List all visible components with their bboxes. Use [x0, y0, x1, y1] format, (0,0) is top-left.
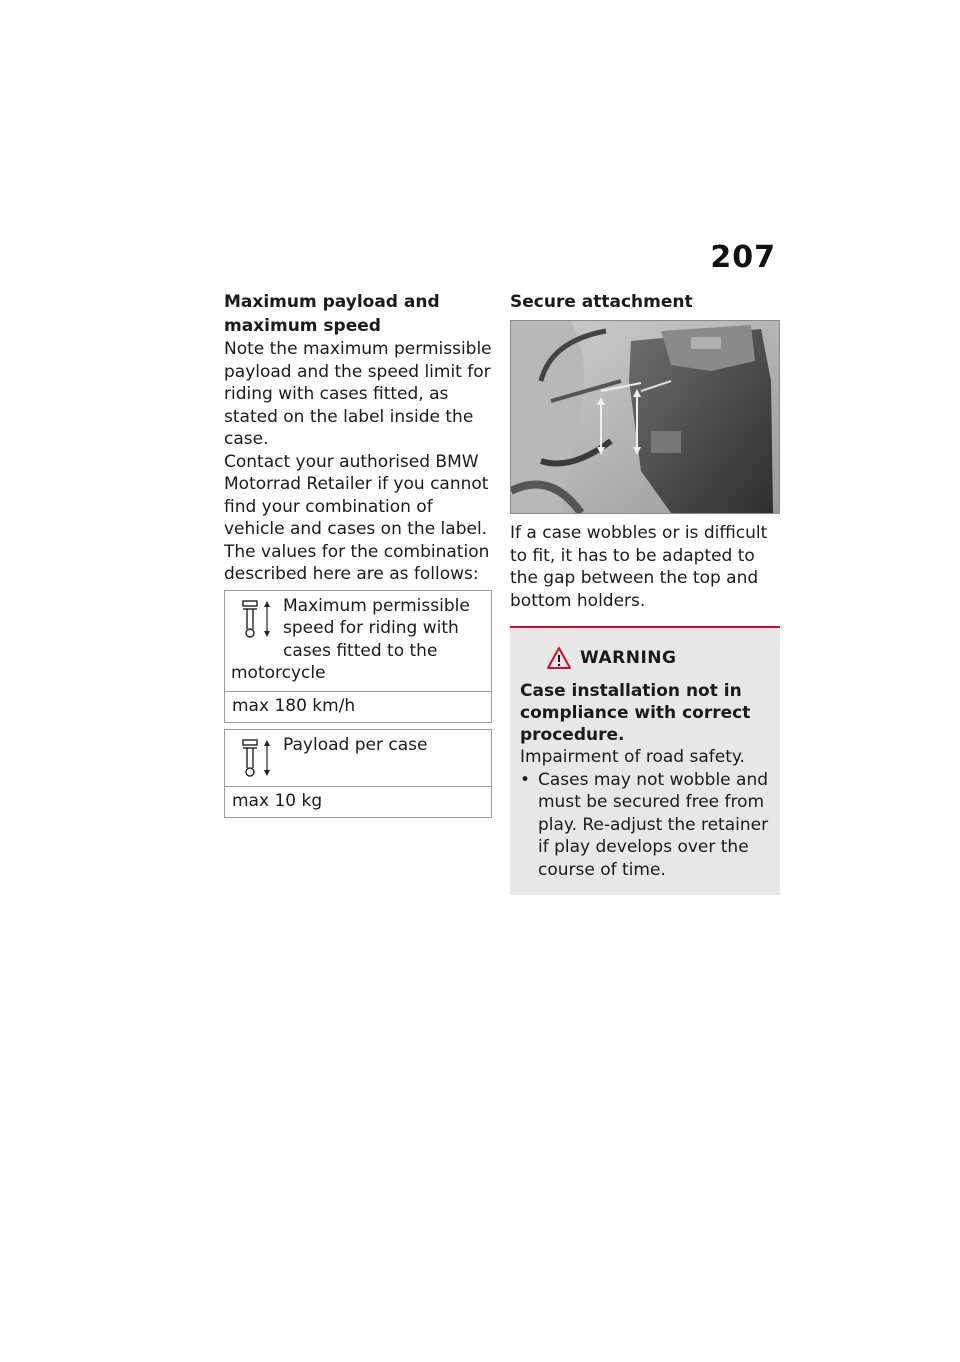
spec-label-row — [225, 730, 491, 787]
list-item: • Cases may not wobble and must be secured free from play. Re-adjust the retainer if play develops over the course of time. — [520, 769, 770, 882]
spec-label: Maximum permissible speed for riding with cases fitted to the motorcycle — [231, 595, 470, 683]
suspension-spring-icon — [239, 738, 275, 780]
paragraph: If a case wobbles or is difficult to fit, it has to be adapted to the gap between the top and bottom holders. — [510, 523, 768, 611]
spec-label-row — [225, 591, 491, 692]
spec-table-speed — [224, 590, 492, 723]
warning-heading: Case installation not in compliance with correct procedure. — [520, 681, 751, 745]
section-heading: Maximum payload and maximum speed — [224, 292, 440, 336]
warning-title-row — [546, 646, 770, 670]
warning-box — [510, 626, 780, 895]
page-number: 207 — [710, 240, 776, 275]
paragraph: Note the maximum permissible payload and the speed limit for riding with cases fitted, as stated on the label inside the case. — [224, 339, 492, 449]
warning-triangle-icon — [546, 646, 572, 670]
spec-label: Payload per case — [283, 734, 428, 755]
warning-text: Impairment of road safety. — [520, 747, 745, 767]
warning-title: WARNING — [580, 648, 677, 668]
left-column — [224, 290, 492, 818]
spec-table-payload — [224, 729, 492, 818]
section-heading: Secure attachment — [510, 292, 693, 312]
warning-list — [520, 769, 770, 882]
case-attachment-illustration — [510, 320, 780, 514]
spec-value: max 180 km/h — [232, 695, 356, 716]
right-column — [510, 290, 780, 895]
paragraph: Contact your authorised BMW Motorrad Retailer if you cannot find your combination of vehicle and cases on the label. — [224, 451, 489, 539]
spec-value: max 10 kg — [232, 790, 323, 811]
suspension-spring-icon — [239, 599, 275, 641]
paragraph: The values for the combination described here are as follows: — [224, 541, 490, 584]
